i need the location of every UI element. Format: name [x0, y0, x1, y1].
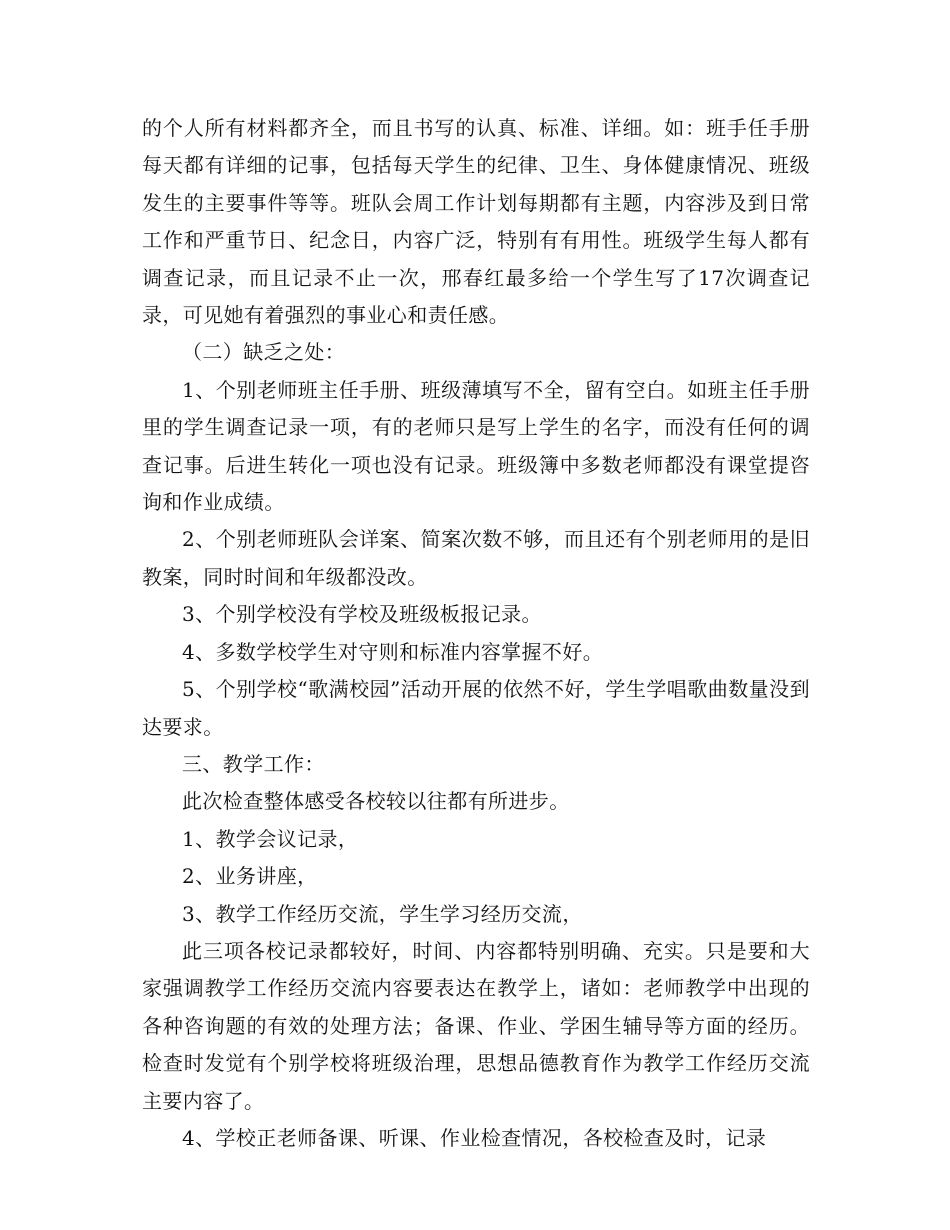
- list-item-2: 2、个别老师班队会详案、简案次数不够，而且还有个别老师用的是旧教案，同时时间和年级都没改。: [142, 527, 810, 589]
- document-body: [142, 110, 810, 1157]
- paragraph-teaching-comment: 此三项各校记录都较好，时间、内容都特别明确、充实。只是要和大家强调教学工作经历交流内容要表达在教学上，诸如：老师教学中出现的各种咨询题的有效的处理方法；备课、作业、学困生辅导等方面的经历。检查时发觉有个别学校将班级治理，思想品德教育作为教学工作经历交流主要内容了。: [142, 938, 810, 1113]
- paragraph-summary: 此次检查整体感受各校较以往都有所进步。: [182, 789, 570, 814]
- list-item-4: 4、多数学校学生对守则和标准内容掌握不好。: [182, 639, 604, 664]
- teaching-item-4: 4、学校正老师备课、听课、作业检查情况，各校检查及时，记录: [182, 1125, 767, 1150]
- section-heading-shortcomings: （二）缺乏之处：: [182, 340, 346, 365]
- list-item-1: 1、个别老师班主任手册、班级薄填写不全，留有空白。如班主任手册里的学生调查记录一项，有的老师只是写上学生的名字，而没有任何的调查记事。后进生转化一项也没有记录。班级簿中多数老师都没有课堂提咨询和作业成绩。: [142, 377, 810, 515]
- list-item-5: 5、个别学校“歌满校园”活动开展的依然不好，学生学唱歌曲数量没到达要求。: [142, 677, 810, 739]
- list-item-3: 3、个别学校没有学校及班级板报记录。: [182, 602, 542, 627]
- teaching-item-2: 2、业务讲座，: [182, 864, 318, 889]
- teaching-item-1: 1、教学会议记录，: [182, 826, 359, 851]
- teaching-item-3: 3、教学工作经历交流，学生学习经历交流，: [182, 901, 583, 926]
- section-heading-teaching: 三、教学工作：: [182, 751, 325, 776]
- paragraph-continuation: 的个人所有材料都齐全，而且书写的认真、标准、详细。如：班手任手册每天都有详细的记事，包括每天学生的纪律、卫生、身体健康情况、班级发生的主要事件等等。班队会周工作计划每期都有主题，内容涉及到日常工作和严重节日、纪念日，内容广泛，特别有有用性。班级学生每人都有调查记录，而且记录不止一次，邢春红最多给一个学生写了17次调查记录，可见她有着强烈的事业心和责任感。: [142, 116, 810, 328]
